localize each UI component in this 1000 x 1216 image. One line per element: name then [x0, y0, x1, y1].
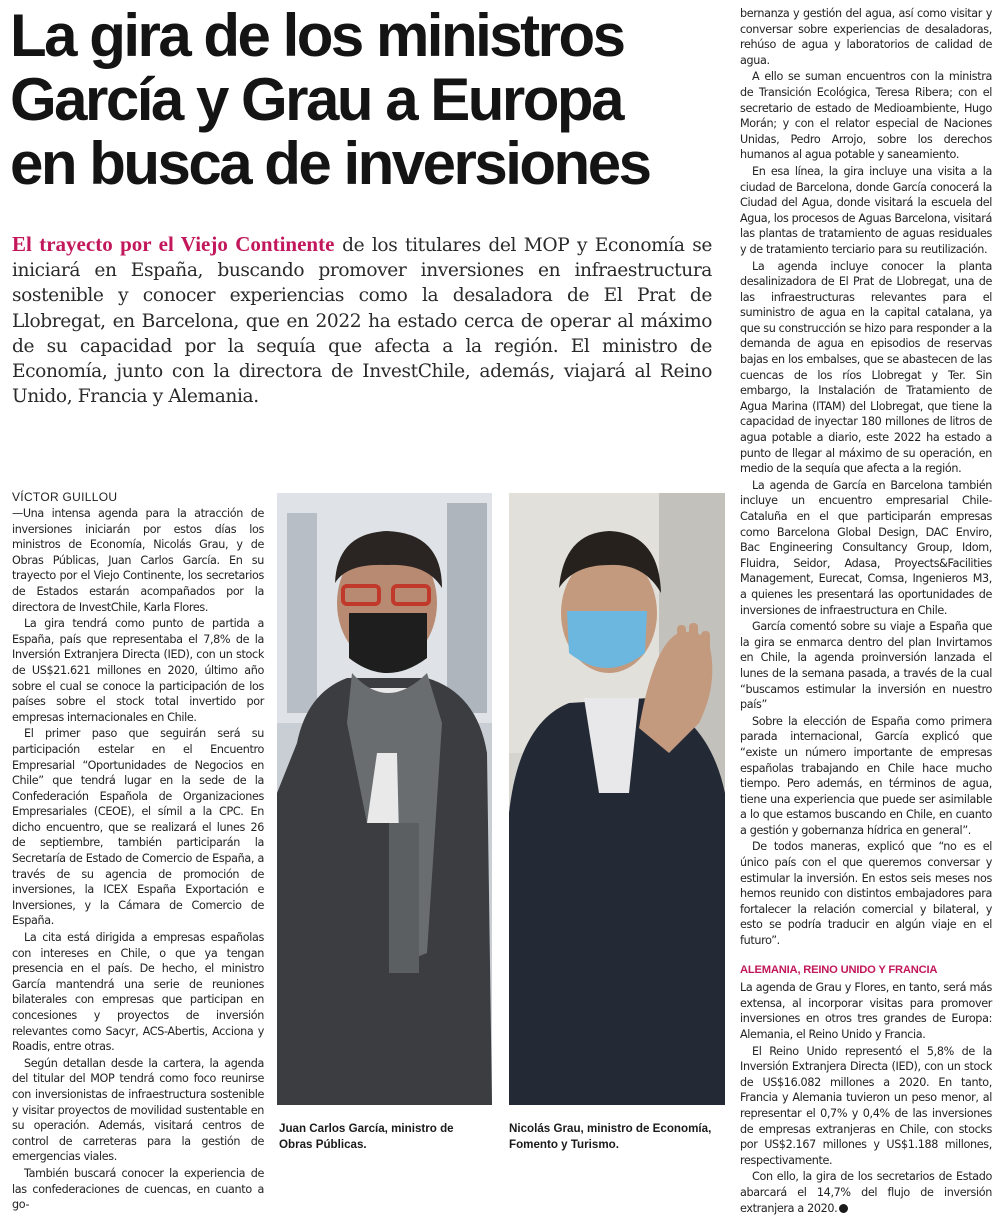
paragraph: La cita está dirigida a empresas españolas con intereses en Chile, o que ya tengan presencia en el país. De hecho, el ministro García mantendrá una serie de reuniones bilaterales con empresas que participan en concesiones y proyectos de inversión relevantes como Sacyr, ACS-Abertis, Acciona y Roadis, entre otras. — [12, 931, 264, 1054]
paragraph: Sobre la elección de España como primera parada internacional, García explicó que “existe un número importante de empresas españolas trabajando en Chile hace mucho tiempo. Pero además, en términos de agua, tiene una experiencia que puede ser asimilable a lo que estamos buscando en Chile, en cuanto a gestión y gobernanza hídrica en general”. — [740, 714, 992, 837]
paragraph: La agenda de García en Barcelona también incluye un encuentro empresarial Chile-Cataluña en el que participarán empresas como Barcelona Global Design, DAC Enviro, Bac Engineering Consultancy Group, Idom, Fluidra, Seidor, Adasa, Proyects&Facilities Management, Eurecat, Comsa, Ingenieros M3, a quienes les presentará las oportunidades de inversiones de infraestructura en Chile. — [740, 478, 992, 617]
lead-highlight: El trayecto por el Viejo Continente — [12, 232, 335, 256]
paragraph-last — [740, 1169, 992, 1216]
photo-juan-carlos-garcia — [277, 493, 492, 1105]
paragraph: El Reino Unido representó el 5,8% de la Inversión Extranjera Directa (IED), con un stock de US$16.082 millones a 2020. En tanto, Francia y Alemania tuvieron un peso menor, al representar el 0,7% y 0,4% de las inversiones de empresas extranjeras en Chile, con stocks por US$2.167 millones y US$1.188 millones, respectivamente. — [740, 1044, 992, 1167]
paragraph: bernanza y gestión del agua, así como visitar y conversar sobre experiencias de desaladoras, rehúso de agua y laboratorios de calidad de agua. — [740, 7, 992, 67]
paragraph: García comentó sobre su viaje a España que la gira se enmarca dentro del plan Invirtamos en Chile, la agenda proinversión lanzada el lunes de la semana pasada, a través de la cual “buscamos estimular la inversión en nuestro país” — [740, 620, 992, 712]
paragraph: La agenda incluye conocer la planta desalinizadora de El Prat de Llobregat, una de las infraestructuras relevantes para el suministro de agua en la capital catalana, ya que su construcción se hizo para responder a la demanda de agua en episodios de reservas bajas en los embalses, que se abastecen de las cuencas de los ríos Llobregat y Ter. Sin embargo, la Instalación de Tratamiento de Agua Marina (ITAM) del Llobregat, que tiene la capacidad de inyectar 180 millones de litros de agua potable a diario, este 2022 ha estado a punto de llegar al máximo de su operación, en medio de la sequía que afecta a la región. — [740, 259, 992, 476]
paragraph: También buscará conocer la experiencia de las confederaciones de cuencas, en cuanto a go- — [12, 1166, 264, 1212]
end-mark-icon — [839, 1204, 848, 1213]
paragraph: —Una intensa agenda para la atracción de inversiones iniciarán por estos días los ministros de Economía, Nicolás Grau, y de Obras Públicas, Juan Carlos García. En su trayecto por el Viejo Continente, los secretarios de Estados estarán acompañados por la directora de InvestChile, Karla Flores. — [12, 507, 264, 614]
article-column-3 — [740, 6, 993, 1215]
subheading: ALEMANIA, REINO UNIDO Y FRANCIA — [740, 963, 938, 976]
headline: La gira de los ministros García y Grau a Europa en busca de inversiones — [10, 2, 650, 197]
photo-garcia-illustration — [277, 493, 492, 1105]
photo-nicolas-grau — [509, 493, 725, 1105]
paragraph: La gira tendrá como punto de partida a España, país que representaba el 7,8% de la Inversión Extranjera Directa (IED), con un stock de US$21.621 millones en 2020, último año sobre el cual se conoce la participación de los países sobre el stock total invertido por empresas internacionales en Chile. — [12, 617, 264, 724]
paragraph: La agenda de Grau y Flores, en tanto, será más extensa, al incorporar visitas para promover inversiones en otros tres grandes de Europa: Alemania, el Reino Unido y Francia. — [740, 981, 992, 1041]
lead-text: de los titulares del MOP y Economía se iniciará en España, buscando promover inversiones en infraestructura sostenible y conocer experiencias como la desaladora de El Prat de Llobregat, en Barcelona, que en 2022 ha estado cerca de operar al máximo de su capacidad por la sequía que afecta a la región. El ministro de Economía, junto con la directora de InvestChile, además, viajará al Reino Unido, Francia y Alemania. — [12, 235, 712, 408]
article-column-1 — [12, 506, 264, 1212]
closing-text: Con ello, la gira de los secretarios de Estado abarcará el 14,7% del flujo de inversión extranjera a 2020. — [740, 1170, 992, 1215]
photo-grau-illustration — [509, 493, 725, 1105]
caption-right: Nicolás Grau, ministro de Economía, Fomento y Turismo. — [509, 1122, 712, 1151]
lead-paragraph — [12, 232, 712, 409]
paragraph: Según detallan desde la cartera, la agenda del titular del MOP tendrá como foco reunirse con inversionistas de infraestructura sostenible y visitar proyectos de movilidad sustentable en su operación. Además, visitará centros de control de carreteras para la gestión de emergencias viales. — [12, 1056, 264, 1164]
paragraph: De todos maneras, explicó que “no es el único país con el que queremos conversar y estimular la inversión. En estos seis meses nos hemos reunido con distintos embajadores para fortalecer la relación comercial y bilateral, y esto se podría traducir en algún viaje en el futuro”. — [740, 840, 992, 948]
byline: VÍCTOR GUILLOU — [12, 490, 118, 504]
paragraph: El primer paso que seguirán será su participación estelar en el Encuentro Empresarial “Oportunidades de Negocios en Chile” que tendrá lugar en la sede de la Confederación Española de Organizaciones Empresariales (CEOE), el símil a la CPC. En dicho encuentro, que se realizará el lunes 26 de septiembre, también participarán la Secretaría de Estado de Comercio de España, a través de su agencia de promoción de inversiones, la ICEX España Exportación e Inversiones, y la Cámara de Comercio de España. — [12, 727, 264, 928]
caption-left: Juan Carlos García, ministro de Obras Públicas. — [279, 1122, 454, 1151]
paragraph: A ello se suman encuentros con la ministra de Transición Ecológica, Teresa Ribera; con el secretario de estado de Medioambiente, Hugo Morán; y con el relator especial de Naciones Unidas, Pedro Arrojo, sobre los derechos humanos al agua potable y saneamiento. — [740, 70, 992, 162]
paragraph: En esa línea, la gira incluye una visita a la ciudad de Barcelona, donde García conocerá la Ciudad del Agua, donde visitará la escuela del Agua, los procesos de Aguas Barcelona, visitará las plantas de tratamiento de aguas residuales y de tratamiento terciario para su reutilización. — [740, 164, 993, 256]
